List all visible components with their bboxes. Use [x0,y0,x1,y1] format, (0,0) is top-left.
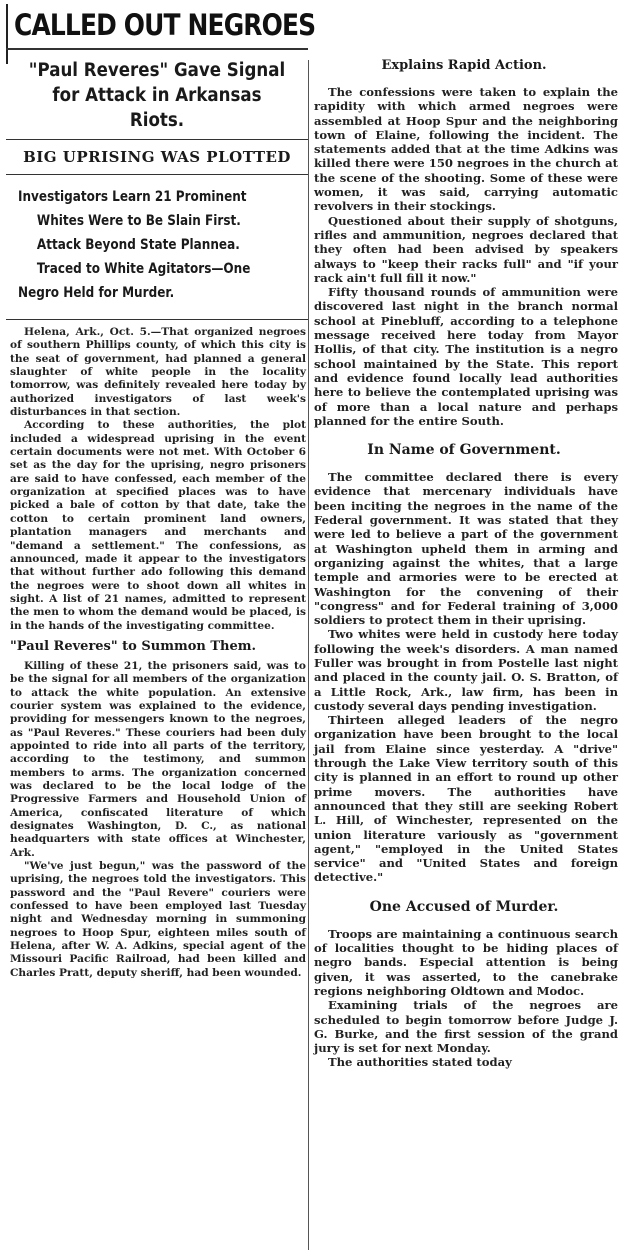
divider [6,174,308,175]
deck-line: Attack Beyond State Plannea. [36,237,240,253]
deck-line: Negro Held for Murder. [18,285,175,301]
paragraph: Examining trials of the negroes are scheduled to begin tomorrow before Judge J. G. Burke, and the first session of the grand jury is set for next Monday. [314,998,618,1056]
paragraph: Fifty thousand rounds of ammunition were discovered last night in the branch normal school at Pinebluff, according to a telephone message received here today from Mayor Hollis, of that city. The institution is a negro school maintained by the State. This report and evidence found locally lead authorities here to believe the contemplated uprising was of more than a local nature and perhaps planned for the entire South. [314,285,618,428]
paragraph: "We've just begun," was the password of the uprising, the negroes told the investigators. This password and the "Paul Revere" couriers were confessed to have been employed last Tuesday night and Wednesday morning in summoning negroes to Hoop Spur, eighteen miles south of Helena, after W. A. Adkins, special agent of the Missouri Pacific Railroad, had been killed and Charles Pratt, deputy sheriff, had been wounded. [10,860,306,979]
paragraph: Thirteen alleged leaders of the negro organization have been brought to the local jail from Elaine since yesterday. A "drive" through the Lake View territory south of this city is planned in an effort to round up other prime movers. The authorities have announced that they still are seeking Robert L. Hill, of Winchester, represented on the union literature variously as "government agent," "employed in the United States service" and "United States and foreign detective." [314,713,618,885]
divider [6,319,308,320]
paragraph: Troops are maintaining a continuous search of localities thought to be hiding places of negro bands. Especial attention is being given, it was asserted, to the canebrake regions neighboring Oldtown and Modoc. [314,926,618,998]
deck-line: Whites Were to Be Slain First. [36,213,241,229]
paragraph: Questioned about their supply of shotguns, rifles and ammunition, negroes declared that they often had been advised by speakers always to "keep their racks full" and "if your rack ain't full fill it now." [314,213,618,285]
deck-primary: "Paul Reveres" Gave Signal for Attack in Arkansas Riots. [28,60,286,131]
left-column [6,4,316,1187]
subheading: In Name of Government. [367,442,561,459]
subheading: One Accused of Murder. [369,898,559,915]
deck-line: Traced to White Agitators—One [36,261,251,277]
deck-tertiary [18,185,302,305]
divider [6,48,308,50]
article-body-right-2 [314,470,618,885]
paragraph: The confessions were taken to explain the rapidity with which armed negroes were assembled at Hoop Spur and the neighboring town of Elaine, following the incident. The statements added that at the time Adkins was killed there were 150 negroes in the church at the scene of the shooting. Some of these were women, it was said, carrying automatic revolvers in their stockings. [314,85,618,214]
paragraph: Helena, Ark., Oct. 5.—That organized negroes of southern Phillips county, of which this city is the seat of government, had planned a general slaughter of white people in the locality tomorrow, was definitely revealed here today by authorized investigators of last week's disturbances in that section. [10,326,306,419]
paragraph: The authorities stated today [328,1055,512,1070]
article-body-right-1 [314,85,618,428]
subheading: Explains Rapid Action. [381,58,547,73]
paragraph: According to these authorities, the plot included a widespread uprising in the event certain documents were not met. With October 6 set as the day for the uprising, negro prisoners are said to have confessed, each member of the organization at specified places was to have picked a bale of cotton by that date, take the cotton to certain prominent land owners, plantation managers and merchants and "demand a settlement." The confessions, as announced, made it appear to the investigators that without further ado following this demand the negroes were to shoot down all whites in sight. A list of 21 names, admitted to represent the men to whom the demand would be placed, is in the hands of the investigating committee. [10,419,306,632]
paragraph: Two whites were held in custody here today following the week's disorders. A man named Fuller was brought in from Postelle last night and placed in the county jail. O. S. Bratton, of a Little Rock, Ark., law firm, has been in custody several days pending investigation. [314,627,618,713]
column-rule [308,60,309,1250]
divider [6,139,308,140]
deck-line: Investigators Learn 21 Prominent [18,189,247,205]
paragraph: Killing of these 21, the prisoners said, was to be the signal for all members of the organization to attack the white population. An extensive courier system was explained to the evidence, providing for messengers known to the negroes, as "Paul Reveres." These couriers had been duly appointed to ride into all parts of the territory, according to the testimony, and summon members to arms. The organization concerned was declared to be the local lodge of the Progressive Farmers and Household Union of America, confiscated literature of which designates Washington, D. C., as national headquarters with state offices at Winchester, Ark. [10,659,306,859]
deck-secondary: BIG UPRISING WAS PLOTTED [23,148,291,166]
article-body-left [10,326,306,633]
paragraph: The committee declared there is every evidence that mercenary individuals have been inciting the negroes in the name of the Federal government. It was stated that they were led to believe a part of the government at Washington upheld them in arming and organizing against the whites, that a large temple and armories were to be erected at Washington for the convening of their "congress" and for Federal training of 3,000 soldiers to protect them in their uprising. [314,470,618,628]
headline: CALLED OUT NEGROES [14,8,316,42]
subheading: "Paul Reveres" to Summon Them. [10,638,257,654]
article-body-left-2 [10,660,306,980]
article-body-right-3 [314,927,618,1070]
right-column [310,54,618,1251]
